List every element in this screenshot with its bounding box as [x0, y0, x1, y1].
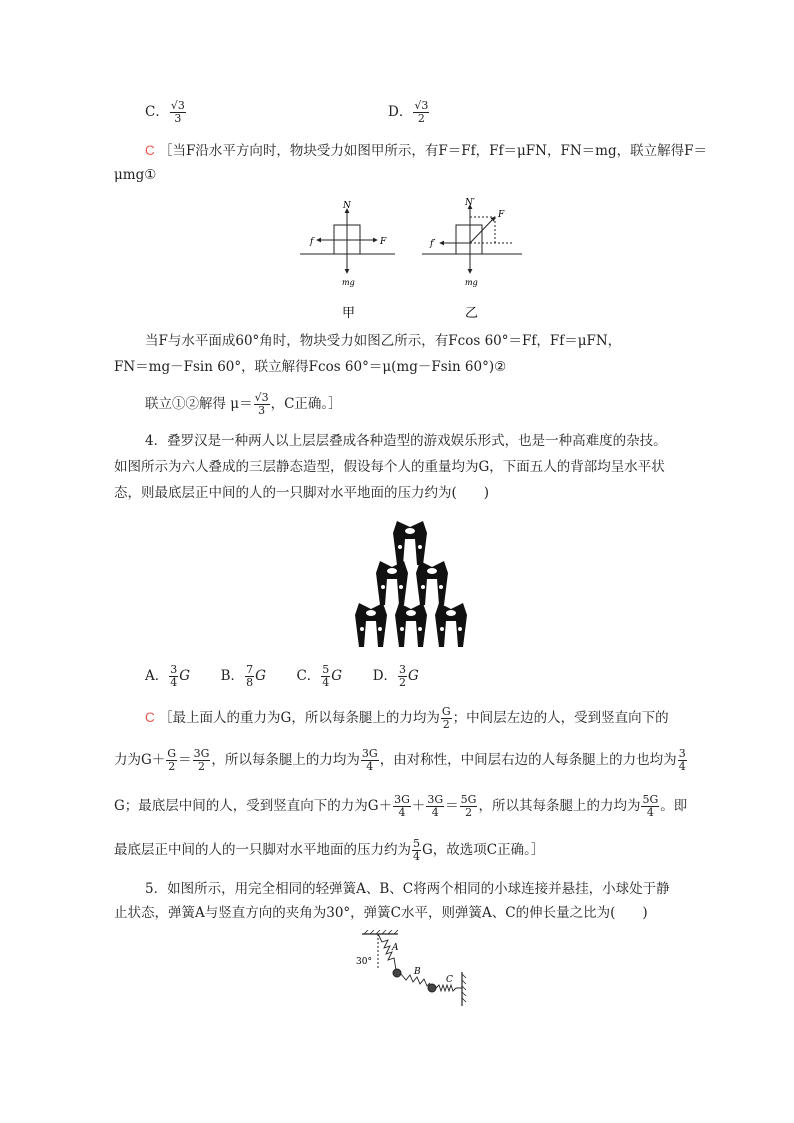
mu-fraction: $\frac{√3}{3}$	[254, 391, 269, 417]
label-N: N	[343, 201, 351, 211]
force-diagrams	[290, 195, 530, 325]
solution-4-line4: 最底层正中间的人的一只脚对水平地面的压力约为 $\frac{5}{4}$ G，故选项C正确。］	[114, 837, 545, 863]
human-pyramid-figure	[355, 515, 475, 650]
label-jia: 甲	[342, 306, 356, 321]
option-c-fraction: $\frac{√3}{3}$	[170, 99, 185, 125]
question-4-line2: 如图所示为六人叠成的三层静态造型，假设每个人的重量均为G，下面五人的背部均呈水平状	[114, 459, 665, 475]
label-fprime: f′	[430, 239, 436, 249]
question-4-line1: 4．叠罗汉是一种两人以上层层叠成各种造型的游戏娱乐形式，也是一种高难度的杂技。	[145, 433, 667, 449]
label-angle: 30°	[356, 957, 372, 967]
solution-4-line2: 力为G＋ $\frac{G}{2}$ ＝ $\frac{3G}{2}$ ，所以每条腿上的力均为 $\frac{3G}{4}$ ，由对称性，中间层右边的人每条腿上的力也均为 $\frac{3}{4}$	[114, 747, 686, 773]
solution-4-line3: G；最底层中间的人，受到竖直向下的力为G＋ $\frac{3G}{4}$ ＋ $\frac{3G}{4}$ ＝ $\frac{5G}{2}$ ，所以其每条腿上的力均为 $\frac{5G}{4}$ 。即	[114, 793, 688, 819]
solution-4-line1: C ［最上面人的重力为G，所以每条腿上的力均为 $\frac{G}{2}$ ；中间层左边的人，受到竖直向下的	[145, 705, 669, 731]
question-5-line2: 止状态，弹簧A与竖直方向的夹角为30°，弹簧C水平，则弹簧A、C的伸长量之比为( )	[114, 905, 648, 921]
label-C: C	[446, 975, 453, 985]
solution-3-line5: 联立①②解得 μ＝ $\frac{√3}{3}$ ，C正确。］	[145, 391, 342, 417]
solution-3-line4: FN＝mg－Fsin 60°，联立解得Fcos 60°＝μ(mg－Fsin 60°)②	[114, 359, 507, 375]
option-d-fraction: $\frac{√3}{2}$	[414, 99, 429, 125]
option-b[interactable]: B． $\frac{7}{8}$ G	[220, 663, 266, 689]
label-yi: 乙	[465, 306, 479, 321]
answer-letter-4: C	[145, 710, 155, 725]
option-d[interactable]: D． $\frac{3}{2}$ G	[372, 663, 419, 689]
label-F2: F	[498, 210, 505, 220]
label-A: A	[392, 943, 399, 953]
solution-3-line1: C ［当F沿水平方向时，物块受力如图甲所示，有F＝Ff，Ff＝μFN，FN＝mg，联立解得F＝	[145, 143, 707, 159]
label-B: B	[414, 967, 421, 977]
solution-3-line3: 当F与水平面成60°角时，物块受力如图乙所示，有Fcos 60°＝Ff，Ff＝μFN，	[145, 333, 622, 349]
question-5-line1: 5．如图所示，用完全相同的轻弹簧A、B、C将两个相同的小球连接并悬挂，小球处于静	[145, 881, 670, 897]
solution-3-line2: μmg①	[114, 167, 157, 183]
question-4-options	[145, 664, 419, 689]
label-Nprime: N′	[465, 198, 475, 208]
option-c-prev: C． $\frac{√3}{3}$	[145, 99, 185, 125]
label-mg2: mg	[465, 278, 478, 287]
answer-letter: C	[145, 143, 155, 158]
label-F: F	[380, 237, 387, 247]
spring-system-figure	[350, 930, 480, 1010]
option-a[interactable]: A． $\frac{3}{4}$ G	[145, 663, 191, 689]
label-mg: mg	[342, 278, 355, 287]
label-f: f	[310, 237, 314, 247]
question-4-line3: 态，则最底层正中间的人的一只脚对水平地面的压力约为( )	[114, 485, 490, 501]
option-d-prev: D． $\frac{√3}{2}$	[388, 99, 429, 125]
option-c[interactable]: C． $\frac{5}{4}$ G	[296, 663, 343, 689]
